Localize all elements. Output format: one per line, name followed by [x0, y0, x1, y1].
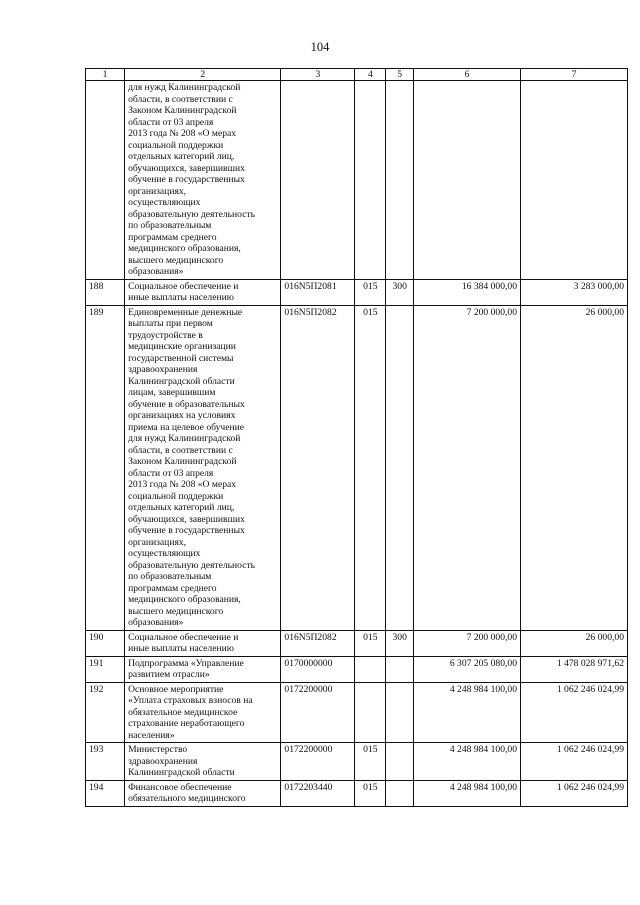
- row-name: Подпрограмма «Управление развитием отрасли»: [125, 656, 281, 682]
- row-col5: 300: [386, 630, 414, 656]
- row-col4: 015: [355, 279, 386, 305]
- column-header-3: 3: [281, 69, 355, 81]
- row-col4: 015: [355, 780, 386, 806]
- row-number: 189: [86, 305, 125, 630]
- row-col4: 015: [355, 630, 386, 656]
- row-col5: [386, 81, 414, 280]
- row-col5: 300: [386, 279, 414, 305]
- row-code: [281, 81, 355, 280]
- row-name: Социальное обеспечение и иные выплаты населению: [125, 630, 281, 656]
- row-number: 193: [86, 743, 125, 781]
- row-col4: 015: [355, 743, 386, 781]
- row-amount-7: 1 062 246 024,99: [521, 682, 628, 743]
- row-name: Министерство здравоохранения Калининградской области: [125, 743, 281, 781]
- column-header-7: 7: [521, 69, 628, 81]
- page-number: 104: [310, 40, 330, 54]
- row-amount-6: 7 200 000,00: [414, 630, 521, 656]
- row-number: 191: [86, 656, 125, 682]
- row-amount-7: [521, 81, 628, 280]
- row-code: 016N5П2082: [281, 630, 355, 656]
- row-number: 188: [86, 279, 125, 305]
- row-code: 0172203440: [281, 780, 355, 806]
- row-amount-7: 1 478 028 971,62: [521, 656, 628, 682]
- row-col4: [355, 682, 386, 743]
- row-name: Основное мероприятие «Уплата страховых взносов на обязательное медицинское страхование неработающего населения»: [125, 682, 281, 743]
- row-name: Социальное обеспечение и иные выплаты населению: [125, 279, 281, 305]
- column-header-6: 6: [414, 69, 521, 81]
- table-row: [86, 279, 628, 305]
- table-row: [86, 630, 628, 656]
- table-row: [86, 682, 628, 743]
- row-amount-6: 6 307 205 080,00: [414, 656, 521, 682]
- row-name: Финансовое обеспечение обязательного медицинского: [125, 780, 281, 806]
- row-amount-7: 26 000,00: [521, 305, 628, 630]
- table-row: [86, 780, 628, 806]
- row-code: 0172200000: [281, 743, 355, 781]
- row-amount-6: 4 248 984 100,00: [414, 780, 521, 806]
- column-header-4: 4: [355, 69, 386, 81]
- table-row: [86, 81, 628, 280]
- table-row: [86, 656, 628, 682]
- row-col5: [386, 743, 414, 781]
- row-col5: [386, 656, 414, 682]
- row-amount-7: 3 283 000,00: [521, 279, 628, 305]
- row-amount-6: 16 384 000,00: [414, 279, 521, 305]
- row-code: 0172200000: [281, 682, 355, 743]
- table-row: [86, 305, 628, 630]
- row-col4: [355, 656, 386, 682]
- row-col4: 015: [355, 305, 386, 630]
- row-number: [86, 81, 125, 280]
- column-header-5: 5: [386, 69, 414, 81]
- row-amount-7: 26 000,00: [521, 630, 628, 656]
- table-row: [86, 743, 628, 781]
- row-col5: [386, 305, 414, 630]
- row-code: 016N5П2081: [281, 279, 355, 305]
- row-amount-6: 7 200 000,00: [414, 305, 521, 630]
- row-name: для нужд Калининградской области, в соответствии с Законом Калининградской области от 03 апреля 2013 года № 208 «О мерах социальной поддержки отдельных категорий лиц, обучающихся, завершивших обучение в государственных организациях, осуществляющих образовательную деятельность по образовательным программам среднего медицинского образования, высшего медицинского образования»: [125, 81, 281, 280]
- row-col5: [386, 682, 414, 743]
- column-header-1: 1: [86, 69, 125, 81]
- row-amount-6: [414, 81, 521, 280]
- row-number: 192: [86, 682, 125, 743]
- row-code: 016N5П2082: [281, 305, 355, 630]
- row-name: Единовременные денежные выплаты при первом трудоустройстве в медицинские организации государственной системы здравоохранения Калининградской области лицам, завершившим обучение в образовательных организациях на условиях приема на целевое обучение для нужд Калининградской области, в соответствии с Законом Калининградской области от 03 апреля 2013 года № 208 «О мерах социальной поддержки отдельных категорий лиц, обучающихся, завершивших обучение в государственных организациях, осуществляющих образовательную деятельность по образовательным программам среднего медицинского образования, высшего медицинского образования»: [125, 305, 281, 630]
- row-amount-7: 1 062 246 024,99: [521, 780, 628, 806]
- row-col5: [386, 780, 414, 806]
- row-amount-6: 4 248 984 100,00: [414, 682, 521, 743]
- column-header-2: 2: [125, 69, 281, 81]
- header-row: [86, 69, 628, 81]
- row-col4: [355, 81, 386, 280]
- row-amount-6: 4 248 984 100,00: [414, 743, 521, 781]
- row-amount-7: 1 062 246 024,99: [521, 743, 628, 781]
- row-number: 190: [86, 630, 125, 656]
- row-code: 0170000000: [281, 656, 355, 682]
- row-number: 194: [86, 780, 125, 806]
- budget-table: [85, 68, 628, 807]
